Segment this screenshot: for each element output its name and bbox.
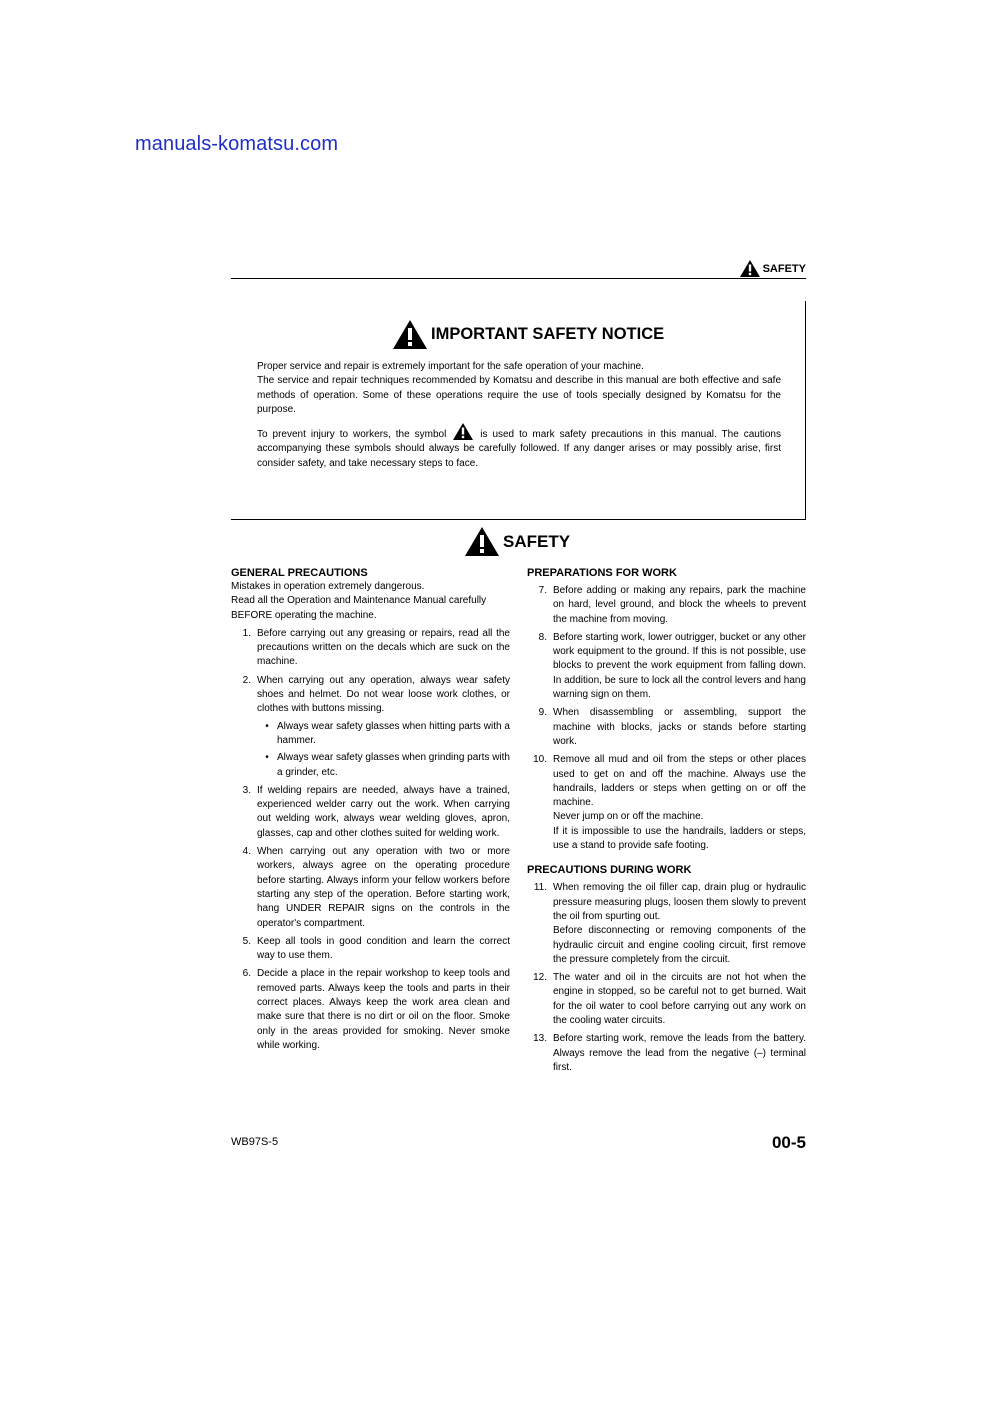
general-precautions-column [231,566,510,1053]
list-item: 7. Before adding or making any repairs, park the machine on hard, level ground, and block the wheels to prevent the machine from moving. [538,585,806,625]
list-item: 2. When carrying out any operation, always wear safety shoes and helmet. Do not wear loose work clothes, or clothes with buttons missing. [242,674,510,715]
list-item: 11. When removing the oil filler cap, drain plug or hydraulic pressure measuring plugs, loosen them slowly to prevent the oil from spurting out. Before disconnecting or removing components of the hydraulic circuit and engine cooling circuit, first remove the pressure completely from the circuit. [533,882,806,965]
intro-text: Read all the Operation and Maintenance Manual carefully BEFORE operating the machine. [231,595,487,621]
header-rule [231,278,806,279]
list-item: 12. The water and oil in the circuits are not hot when the engine in stopped, so be careful not to get burned. Wait for the oil water to cool before carrying out any work on the cooling water circuits. [533,972,806,1027]
safety-title: SAFETY [465,527,570,556]
work-precautions-column [527,566,806,1075]
list-item: 4. When carrying out any operation with two or more workers, always agree on the operating procedure before starting. Always inform your fellow workers before starting any step of the operation. Before starting work, hang UNDER REPAIR signs on the controls in the operator's compartment. [242,846,510,929]
list-item: 5. Keep all tools in good condition and learn the correct way to use them. [242,935,510,962]
list-item: 3. If welding repairs are needed, always have a trained, experienced welder carry out the work. When carrying out welding work, always wear welding gloves, apron, glasses, cap and other clothes suited for welding work. [242,784,510,839]
page-number: 00-5 [771,1133,806,1152]
notice-paragraph: The service and repair techniques recommended by Komatsu and describe in this manual are both effective and safe methods of operation. Some of these operations require the use of tools specially designed by Komatsu for the purpose. [257,375,781,415]
header-label: SAFETY [762,262,806,275]
section-heading: GENERAL PRECAUTIONS [231,567,368,579]
list-item: 1. Before carrying out any greasing or repairs, read all the precautions written on the decals which are suck on the machine. [242,627,510,668]
section-heading: PRECAUTIONS DURING WORK [527,864,692,877]
warning-triangle-icon [740,260,760,277]
warning-triangle-icon [465,527,499,556]
bullet-item: • Always wear safety glasses when hitting parts with a hammer. [265,720,510,746]
running-header [740,260,806,277]
notice-paragraph: To prevent injury to workers, the symbol is used to mark safety precautions in this manual. The cautions accompanying these symbols should always be carefully followed. If any danger arises or may possibly arise, first consider safety, and take necessary steps to face. [257,423,781,471]
notice-title: IMPORTANT SAFETY NOTICE [393,320,664,349]
intro-text: Mistakes in operation extremely dangerous. [231,581,425,592]
list-item: 6. Decide a place in the repair workshop to keep tools and removed parts. Always keep the tools and parts in their correct places. Always keep the work area clean and make sure that there is no dirt or oil on the floor. Smoke only in the areas provided for smoking. Never smoke while working. [242,968,510,1051]
warning-triangle-icon [393,320,427,349]
notice-text [257,360,781,471]
list-item: 13. Before starting work, remove the leads from the battery. Always remove the lead from the negative (–) terminal first. [533,1033,806,1073]
site-link[interactable]: manuals-komatsu.com [135,133,339,155]
bullet-item: • Always wear safety glasses when grinding parts with a grinder, etc. [265,752,510,778]
notice-paragraph: Proper service and repair is extremely important for the safe operation of your machine. [257,361,644,372]
list-item: 8. Before starting work, lower outrigger, bucket or any other work equipment to the ground. If this is not possible, use blocks to prevent the work equipment from falling down. In addition, be sure to lock all the control levers and hang warning sign on them. [538,631,806,701]
model-number: WB97S-5 [231,1136,279,1148]
list-item: 10. Remove all mud and oil from the steps or other places used to get on and off the machine. Always use the handrails, ladders or steps when getting on or off the machine. Never jump on or off the machine. If it is impossible to use the handrails, ladders or steps, use a stand to provide safe footing. [533,754,806,852]
list-item: 9. When disassembling or assembling, support the machine with blocks, jacks or stands before starting work. [538,707,806,747]
section-heading: PREPARATIONS FOR WORK [527,567,677,579]
warning-triangle-icon [453,423,473,440]
